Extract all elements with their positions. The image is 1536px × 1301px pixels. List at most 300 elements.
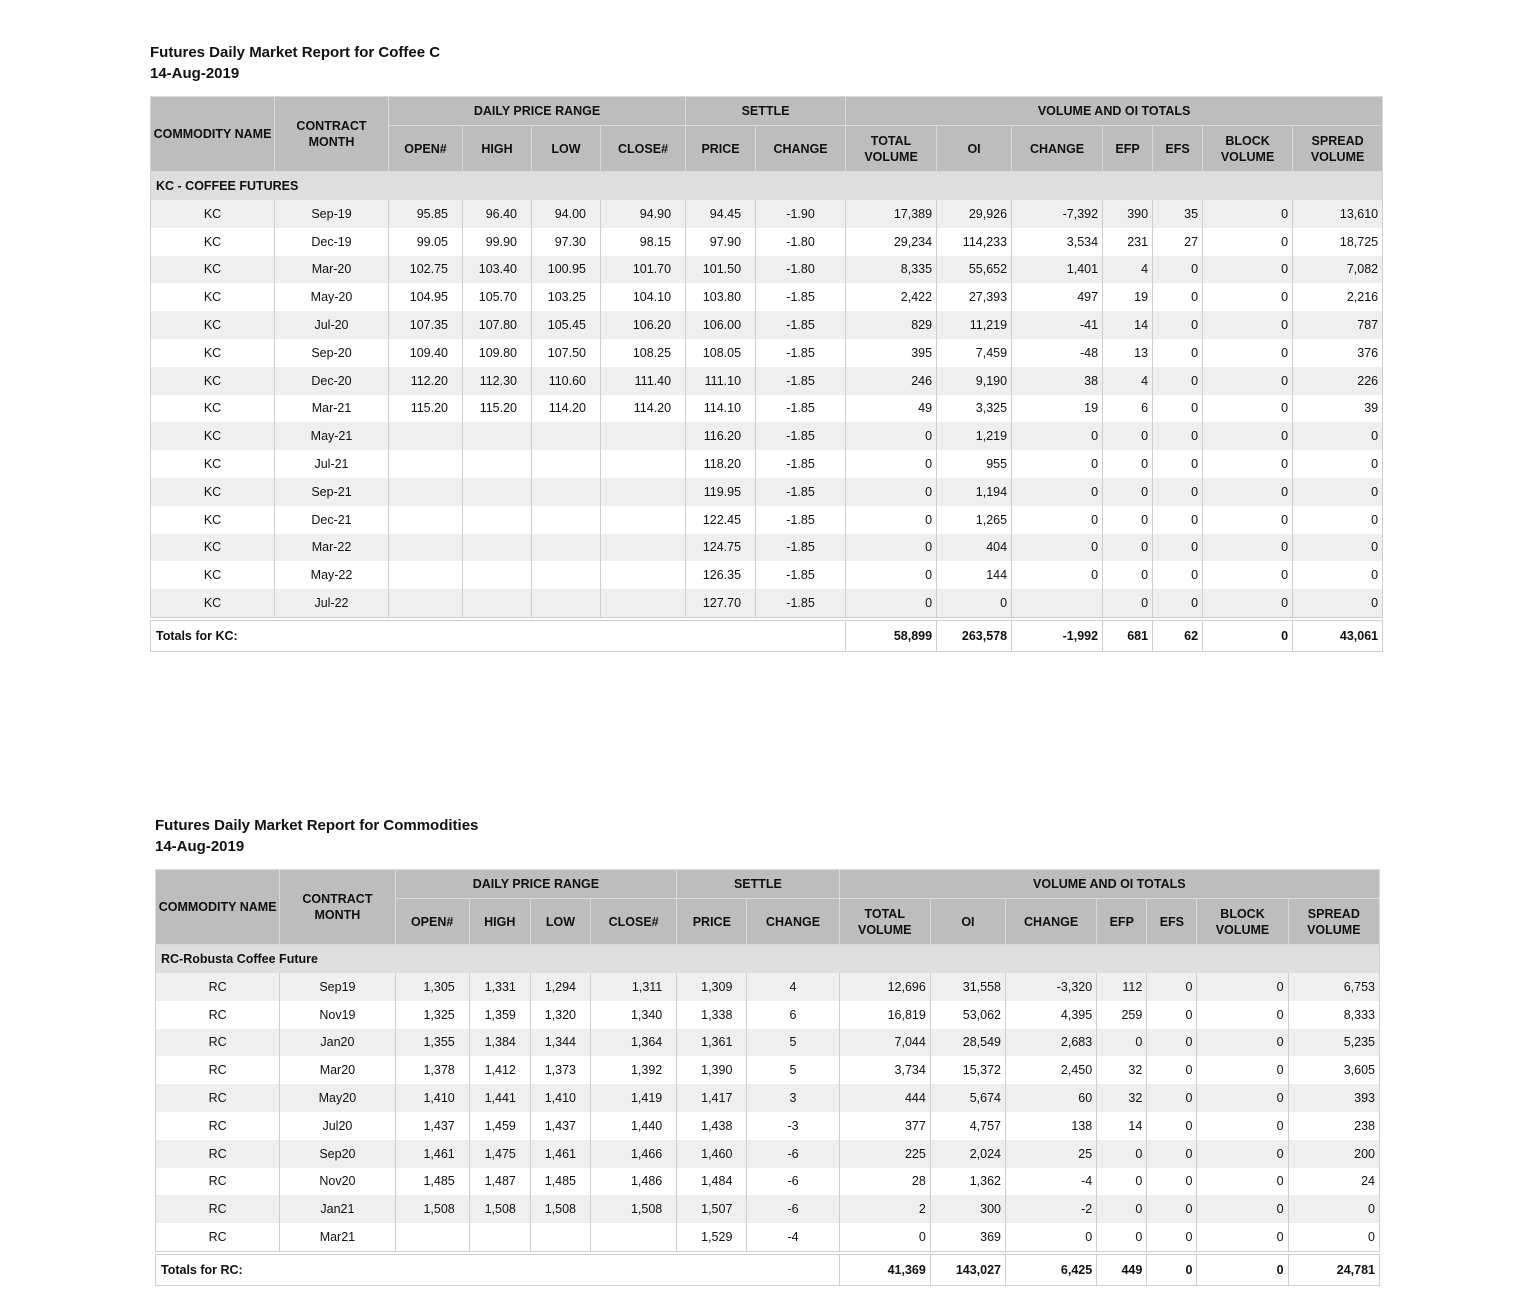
cell-settle-price: 116.20 [686,422,756,450]
cell-total-volume: 49 [846,395,937,423]
cell-settle-price: 114.10 [686,395,756,423]
table-row [156,1112,1380,1140]
header-low: LOW [530,899,590,945]
cell-low: 1,508 [530,1195,590,1223]
cell-settle-change: -6 [747,1195,839,1223]
cell-spread-volume: 238 [1288,1112,1379,1140]
cell-total-volume: 0 [839,1223,930,1253]
cell-efs: 0 [1147,1168,1197,1196]
cell-oi: 15,372 [930,1056,1005,1084]
cell-close: 1,364 [591,1029,677,1057]
cell-close [601,422,686,450]
cell-open [389,561,463,589]
group-label: KC - COFFEE FUTURES [151,172,1383,201]
cell-commodity: KC [151,478,275,506]
header-contract-month: CONTRACT MONTH [280,870,395,945]
cell-total-volume: 2,422 [846,283,937,311]
cell-efp: 4 [1103,256,1153,284]
totals-block-volume: 0 [1203,619,1293,652]
cell-low: 1,461 [530,1140,590,1168]
header-open: OPEN# [389,126,463,172]
totals-oi: 263,578 [937,619,1012,652]
cell-block-volume: 0 [1203,283,1293,311]
header-contract-month: CONTRACT MONTH [275,97,389,172]
totals-block-volume: 0 [1197,1253,1288,1286]
cell-low: 1,437 [530,1112,590,1140]
cell-oi: 1,362 [930,1168,1005,1196]
cell-low: 103.25 [532,283,601,311]
cell-efp: 4 [1103,367,1153,395]
cell-open: 107.35 [389,311,463,339]
header-daily-price-range: DAILY PRICE RANGE [389,97,686,126]
cell-efp: 0 [1103,506,1153,534]
cell-total-volume: 0 [846,506,937,534]
cell-close: 111.40 [601,367,686,395]
cell-efp: 14 [1097,1112,1147,1140]
totals-total-volume: 58,899 [846,619,937,652]
cell-oi: 27,393 [937,283,1012,311]
cell-spread-volume: 13,610 [1293,200,1383,228]
table-row [151,256,1383,284]
cell-commodity: KC [151,256,275,284]
cell-contract-month: Nov19 [280,1001,395,1029]
cell-settle-price: 1,529 [677,1223,747,1253]
header-efp: EFP [1097,899,1147,945]
cell-settle-change: -1.85 [756,283,846,311]
header-total-volume: TOTAL VOLUME [846,126,937,172]
cell-efs: 0 [1147,1140,1197,1168]
cell-oi-change: 497 [1012,283,1103,311]
cell-contract-month: Jul-21 [275,450,389,478]
cell-settle-price: 1,484 [677,1168,747,1196]
cell-settle-change: -1.85 [756,395,846,423]
cell-total-volume: 377 [839,1112,930,1140]
cell-total-volume: 2 [839,1195,930,1223]
cell-oi: 29,926 [937,200,1012,228]
cell-total-volume: 0 [846,589,937,619]
header-spread-volume: SPREAD VOLUME [1293,126,1383,172]
cell-oi-change: 3,534 [1012,228,1103,256]
cell-total-volume: 28 [839,1168,930,1196]
cell-efs: 0 [1147,1084,1197,1112]
header-high: HIGH [469,899,530,945]
cell-spread-volume: 0 [1288,1223,1379,1253]
cell-close: 1,340 [591,1001,677,1029]
cell-high: 105.70 [463,283,532,311]
group-label: RC-Robusta Coffee Future [156,945,1380,974]
cell-commodity: KC [151,200,275,228]
cell-settle-price: 1,507 [677,1195,747,1223]
cell-block-volume: 0 [1203,228,1293,256]
cell-efs: 35 [1153,200,1203,228]
cell-total-volume: 225 [839,1140,930,1168]
table-row [151,339,1383,367]
table-row [156,1084,1380,1112]
cell-contract-month: Mar-22 [275,534,389,562]
cell-settle-change: -4 [747,1223,839,1253]
market-report-table [155,869,1380,1286]
header-close: CLOSE# [601,126,686,172]
cell-low: 94.00 [532,200,601,228]
cell-settle-change: -1.85 [756,422,846,450]
cell-open: 1,355 [395,1029,469,1057]
cell-efs: 0 [1153,534,1203,562]
cell-spread-volume: 5,235 [1288,1029,1379,1057]
cell-efs: 0 [1153,339,1203,367]
table-row [156,973,1380,1001]
cell-spread-volume: 787 [1293,311,1383,339]
table-row [156,1140,1380,1168]
table-row [151,478,1383,506]
header-commodity-name: COMMODITY NAME [151,97,275,172]
totals-efs: 0 [1147,1253,1197,1286]
header-oi: OI [930,899,1005,945]
cell-settle-change: -6 [747,1140,839,1168]
cell-high: 1,331 [469,973,530,1001]
report-date: 14-Aug-2019 [155,838,245,855]
header-block-volume: BLOCK VOLUME [1197,899,1288,945]
table-row [151,450,1383,478]
cell-commodity: RC [156,1168,280,1196]
cell-commodity: RC [156,1223,280,1253]
cell-close [601,561,686,589]
cell-contract-month: Jul-22 [275,589,389,619]
cell-low [532,506,601,534]
cell-efp: 32 [1097,1084,1147,1112]
cell-contract-month: Sep-20 [275,339,389,367]
cell-block-volume: 0 [1197,1029,1288,1057]
cell-commodity: RC [156,1140,280,1168]
cell-commodity: RC [156,1001,280,1029]
header-settle-price: PRICE [686,126,756,172]
cell-block-volume: 0 [1197,1084,1288,1112]
cell-efp: 0 [1097,1195,1147,1223]
cell-close [591,1223,677,1253]
cell-oi: 300 [930,1195,1005,1223]
cell-settle-price: 106.00 [686,311,756,339]
cell-spread-volume: 7,082 [1293,256,1383,284]
cell-high: 1,508 [469,1195,530,1223]
cell-total-volume: 17,389 [846,200,937,228]
cell-settle-price: 127.70 [686,589,756,619]
cell-total-volume: 0 [846,534,937,562]
cell-close: 108.25 [601,339,686,367]
cell-oi: 7,459 [937,339,1012,367]
cell-total-volume: 12,696 [839,973,930,1001]
table-row [156,1029,1380,1057]
table-row [156,1001,1380,1029]
cell-close: 114.20 [601,395,686,423]
cell-settle-change: -1.85 [756,534,846,562]
header-oi: OI [937,126,1012,172]
cell-oi-change: 0 [1012,506,1103,534]
table-row [151,422,1383,450]
cell-oi-change: 0 [1012,422,1103,450]
table-row [151,561,1383,589]
cell-oi: 55,652 [937,256,1012,284]
cell-commodity: RC [156,973,280,1001]
cell-settle-price: 1,361 [677,1029,747,1057]
table-row [156,1168,1380,1196]
cell-oi: 9,190 [937,367,1012,395]
cell-efs: 0 [1147,1001,1197,1029]
cell-contract-month: Mar-21 [275,395,389,423]
cell-spread-volume: 376 [1293,339,1383,367]
cell-commodity: KC [151,395,275,423]
cell-block-volume: 0 [1197,1223,1288,1253]
cell-spread-volume: 0 [1293,589,1383,619]
header-volume-oi-totals: VOLUME AND OI TOTALS [839,870,1379,899]
cell-block-volume: 0 [1203,422,1293,450]
cell-block-volume: 0 [1197,1056,1288,1084]
cell-oi-change: -4 [1006,1168,1097,1196]
cell-settle-price: 118.20 [686,450,756,478]
cell-efs: 0 [1147,1112,1197,1140]
cell-oi: 31,558 [930,973,1005,1001]
cell-contract-month: Sep19 [280,973,395,1001]
cell-spread-volume: 0 [1293,478,1383,506]
cell-efp: 19 [1103,283,1153,311]
cell-block-volume: 0 [1203,311,1293,339]
table-row [151,200,1383,228]
table-row [151,311,1383,339]
header-low: LOW [532,126,601,172]
totals-efp: 681 [1103,619,1153,652]
cell-contract-month: Mar-20 [275,256,389,284]
table-row [151,534,1383,562]
cell-oi: 1,265 [937,506,1012,534]
table-row [156,1195,1380,1223]
totals-oi-change: -1,992 [1012,619,1103,652]
cell-settle-change: 3 [747,1084,839,1112]
totals-row [156,1253,1380,1286]
cell-contract-month: Jan21 [280,1195,395,1223]
cell-contract-month: Jul-20 [275,311,389,339]
cell-settle-change: -1.80 [756,256,846,284]
cell-block-volume: 0 [1203,506,1293,534]
cell-high: 1,487 [469,1168,530,1196]
cell-settle-change: 5 [747,1029,839,1057]
header-settle: SETTLE [677,870,839,899]
cell-contract-month: May-21 [275,422,389,450]
cell-efs: 0 [1153,589,1203,619]
cell-contract-month: Sep-19 [275,200,389,228]
cell-oi-change: 0 [1012,478,1103,506]
header-total-volume: TOTAL VOLUME [839,899,930,945]
table-body [156,945,1380,1253]
cell-block-volume: 0 [1203,256,1293,284]
cell-settle-price: 122.45 [686,506,756,534]
report-coffee-c [150,42,1382,652]
cell-efs: 0 [1147,1056,1197,1084]
cell-oi-change: 2,683 [1006,1029,1097,1057]
cell-high [463,534,532,562]
cell-efs: 27 [1153,228,1203,256]
report-commodities [155,815,1380,1286]
cell-oi: 404 [937,534,1012,562]
cell-efp: 0 [1097,1029,1147,1057]
cell-total-volume: 7,044 [839,1029,930,1057]
cell-low [532,450,601,478]
cell-close: 1,392 [591,1056,677,1084]
cell-commodity: RC [156,1084,280,1112]
cell-oi: 0 [937,589,1012,619]
cell-close [601,534,686,562]
cell-total-volume: 0 [846,478,937,506]
table-row [151,589,1383,619]
cell-block-volume: 0 [1197,973,1288,1001]
cell-contract-month: Jan20 [280,1029,395,1057]
cell-open: 95.85 [389,200,463,228]
cell-low: 100.95 [532,256,601,284]
cell-high: 1,475 [469,1140,530,1168]
cell-open: 109.40 [389,339,463,367]
cell-efp: 0 [1103,422,1153,450]
cell-low: 1,344 [530,1029,590,1057]
cell-close: 94.90 [601,200,686,228]
cell-efs: 0 [1153,367,1203,395]
cell-close: 1,508 [591,1195,677,1223]
table-body [151,172,1383,619]
cell-oi-change: 0 [1012,450,1103,478]
cell-efs: 0 [1153,395,1203,423]
cell-efs: 0 [1147,973,1197,1001]
cell-efp: 14 [1103,311,1153,339]
header-block-volume: BLOCK VOLUME [1203,126,1293,172]
cell-close: 98.15 [601,228,686,256]
totals-oi-change: 6,425 [1006,1253,1097,1286]
report-title: Futures Daily Market Report for Commodities [155,817,479,834]
cell-settle-change: -1.85 [756,561,846,589]
market-report-table [150,96,1383,652]
cell-low [532,478,601,506]
cell-total-volume: 444 [839,1084,930,1112]
totals-spread-volume: 24,781 [1288,1253,1379,1286]
header-efs: EFS [1147,899,1197,945]
cell-settle-price: 97.90 [686,228,756,256]
cell-low: 107.50 [532,339,601,367]
cell-close [601,478,686,506]
cell-commodity: KC [151,283,275,311]
cell-oi-change: 4,395 [1006,1001,1097,1029]
cell-low [530,1223,590,1253]
cell-efs: 0 [1153,422,1203,450]
cell-settle-change: -3 [747,1112,839,1140]
cell-block-volume: 0 [1203,339,1293,367]
cell-efp: 0 [1103,478,1153,506]
cell-oi: 1,219 [937,422,1012,450]
cell-high: 99.90 [463,228,532,256]
cell-oi: 3,325 [937,395,1012,423]
cell-efs: 0 [1153,478,1203,506]
cell-settle-price: 1,390 [677,1056,747,1084]
cell-high: 1,459 [469,1112,530,1140]
cell-low: 110.60 [532,367,601,395]
cell-efp: 32 [1097,1056,1147,1084]
cell-contract-month: Sep20 [280,1140,395,1168]
cell-high [469,1223,530,1253]
cell-spread-volume: 3,605 [1288,1056,1379,1084]
cell-total-volume: 29,234 [846,228,937,256]
cell-oi-change: 60 [1006,1084,1097,1112]
cell-spread-volume: 226 [1293,367,1383,395]
cell-oi: 53,062 [930,1001,1005,1029]
cell-block-volume: 0 [1203,367,1293,395]
cell-open: 1,378 [395,1056,469,1084]
cell-spread-volume: 0 [1293,506,1383,534]
cell-close: 101.70 [601,256,686,284]
table-row [151,506,1383,534]
cell-oi: 1,194 [937,478,1012,506]
cell-open: 1,485 [395,1168,469,1196]
cell-oi-change: 2,450 [1006,1056,1097,1084]
cell-settle-change: -6 [747,1168,839,1196]
cell-low: 105.45 [532,311,601,339]
cell-close: 106.20 [601,311,686,339]
cell-spread-volume: 18,725 [1293,228,1383,256]
cell-commodity: KC [151,228,275,256]
cell-contract-month: Nov20 [280,1168,395,1196]
table-row [151,228,1383,256]
cell-block-volume: 0 [1203,450,1293,478]
cell-low: 114.20 [532,395,601,423]
cell-low: 1,373 [530,1056,590,1084]
cell-spread-volume: 0 [1293,422,1383,450]
cell-low: 97.30 [532,228,601,256]
cell-settle-change: -1.85 [756,367,846,395]
cell-oi: 114,233 [937,228,1012,256]
cell-settle-price: 1,309 [677,973,747,1001]
cell-open [389,450,463,478]
header-settle-change: CHANGE [756,126,846,172]
cell-low: 1,320 [530,1001,590,1029]
cell-efs: 0 [1153,561,1203,589]
cell-block-volume: 0 [1203,589,1293,619]
cell-commodity: RC [156,1056,280,1084]
header-settle-price: PRICE [677,899,747,945]
cell-open: 104.95 [389,283,463,311]
totals-total-volume: 41,369 [839,1253,930,1286]
cell-spread-volume: 39 [1293,395,1383,423]
cell-contract-month: Mar21 [280,1223,395,1253]
cell-commodity: KC [151,311,275,339]
cell-high: 103.40 [463,256,532,284]
cell-low: 1,410 [530,1084,590,1112]
cell-commodity: KC [151,422,275,450]
totals-efs: 62 [1153,619,1203,652]
cell-efp: 0 [1103,561,1153,589]
cell-low [532,534,601,562]
cell-high [463,561,532,589]
cell-efs: 0 [1147,1195,1197,1223]
cell-contract-month: Dec-20 [275,367,389,395]
cell-settle-change: -1.90 [756,200,846,228]
cell-open: 1,508 [395,1195,469,1223]
cell-commodity: KC [151,367,275,395]
cell-block-volume: 0 [1197,1140,1288,1168]
cell-oi-change: -7,392 [1012,200,1103,228]
cell-open: 1,325 [395,1001,469,1029]
cell-efp: 6 [1103,395,1153,423]
cell-total-volume: 8,335 [846,256,937,284]
totals-oi: 143,027 [930,1253,1005,1286]
cell-block-volume: 0 [1197,1112,1288,1140]
cell-high: 96.40 [463,200,532,228]
cell-settle-change: -1.85 [756,339,846,367]
cell-block-volume: 0 [1203,200,1293,228]
cell-settle-price: 94.45 [686,200,756,228]
cell-block-volume: 0 [1203,534,1293,562]
